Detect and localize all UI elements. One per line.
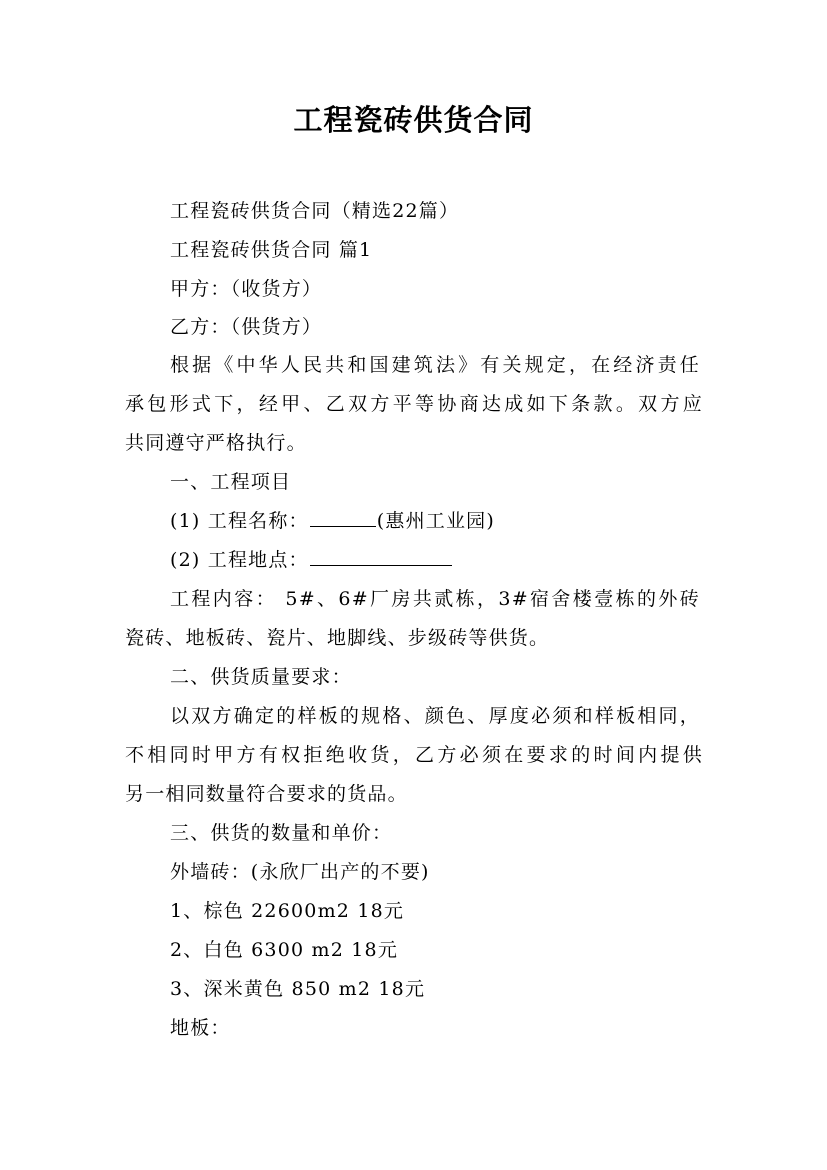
project-name-label: (1) 工程名称： — [170, 510, 309, 532]
quality-line-1: 以双方确定的样板的规格、颜色、厚度必须和样板相同， — [170, 705, 700, 727]
party-a-line: 甲方：（收货方） — [170, 278, 323, 300]
project-site-label: (2) 工程地点： — [170, 549, 309, 571]
floor-heading: 地板： — [170, 1017, 231, 1039]
project-site-line — [170, 547, 453, 573]
project-name-value: (惠州工业园) — [376, 510, 495, 532]
document-title: 工程瓷砖供货合同 — [293, 103, 534, 137]
list-item: 2、白色 6300 m2 18元 — [170, 939, 399, 961]
section-heading-2: 二、供货质量要求： — [170, 666, 352, 688]
project-name-line — [170, 508, 495, 534]
part-heading: 工程瓷砖供货合同 篇1 — [170, 239, 373, 261]
list-item: 3、深米黄色 850 m2 18元 — [170, 978, 426, 1000]
preamble-line-3: 共同遵守严格执行。 — [125, 432, 307, 454]
exterior-tile-line: 外墙砖：(永欣厂出产的不要) — [170, 861, 430, 883]
list-item: 1、棕色 22600m2 18元 — [170, 900, 405, 922]
section-heading-1: 一、工程项目 — [170, 471, 292, 493]
preamble-line-1: 根据《中华人民共和国建筑法》有关规定，在经济责任 — [170, 354, 700, 376]
content-line-2: 瓷砖、地板砖、瓷片、地脚线、步级砖等供货。 — [125, 627, 550, 649]
quality-line-3: 另一相同数量符合要求的货品。 — [125, 783, 408, 805]
quality-line-2: 不相同时甲方有权拒绝收货，乙方必须在要求的时间内提供 — [125, 744, 703, 766]
project-name-blank — [310, 508, 376, 527]
project-site-blank — [310, 547, 452, 566]
content-line-1: 工程内容： 5#、6#厂房共贰栋，3#宿舍楼壹栋的外砖 — [170, 588, 700, 610]
party-b-line: 乙方：（供货方） — [170, 316, 323, 338]
section-heading-3: 三、供货的数量和单价： — [170, 822, 393, 844]
preamble-line-2: 承包形式下，经甲、乙双方平等协商达成如下条款。双方应 — [125, 393, 703, 415]
document-subtitle: 工程瓷砖供货合同（精选22篇） — [170, 200, 460, 222]
